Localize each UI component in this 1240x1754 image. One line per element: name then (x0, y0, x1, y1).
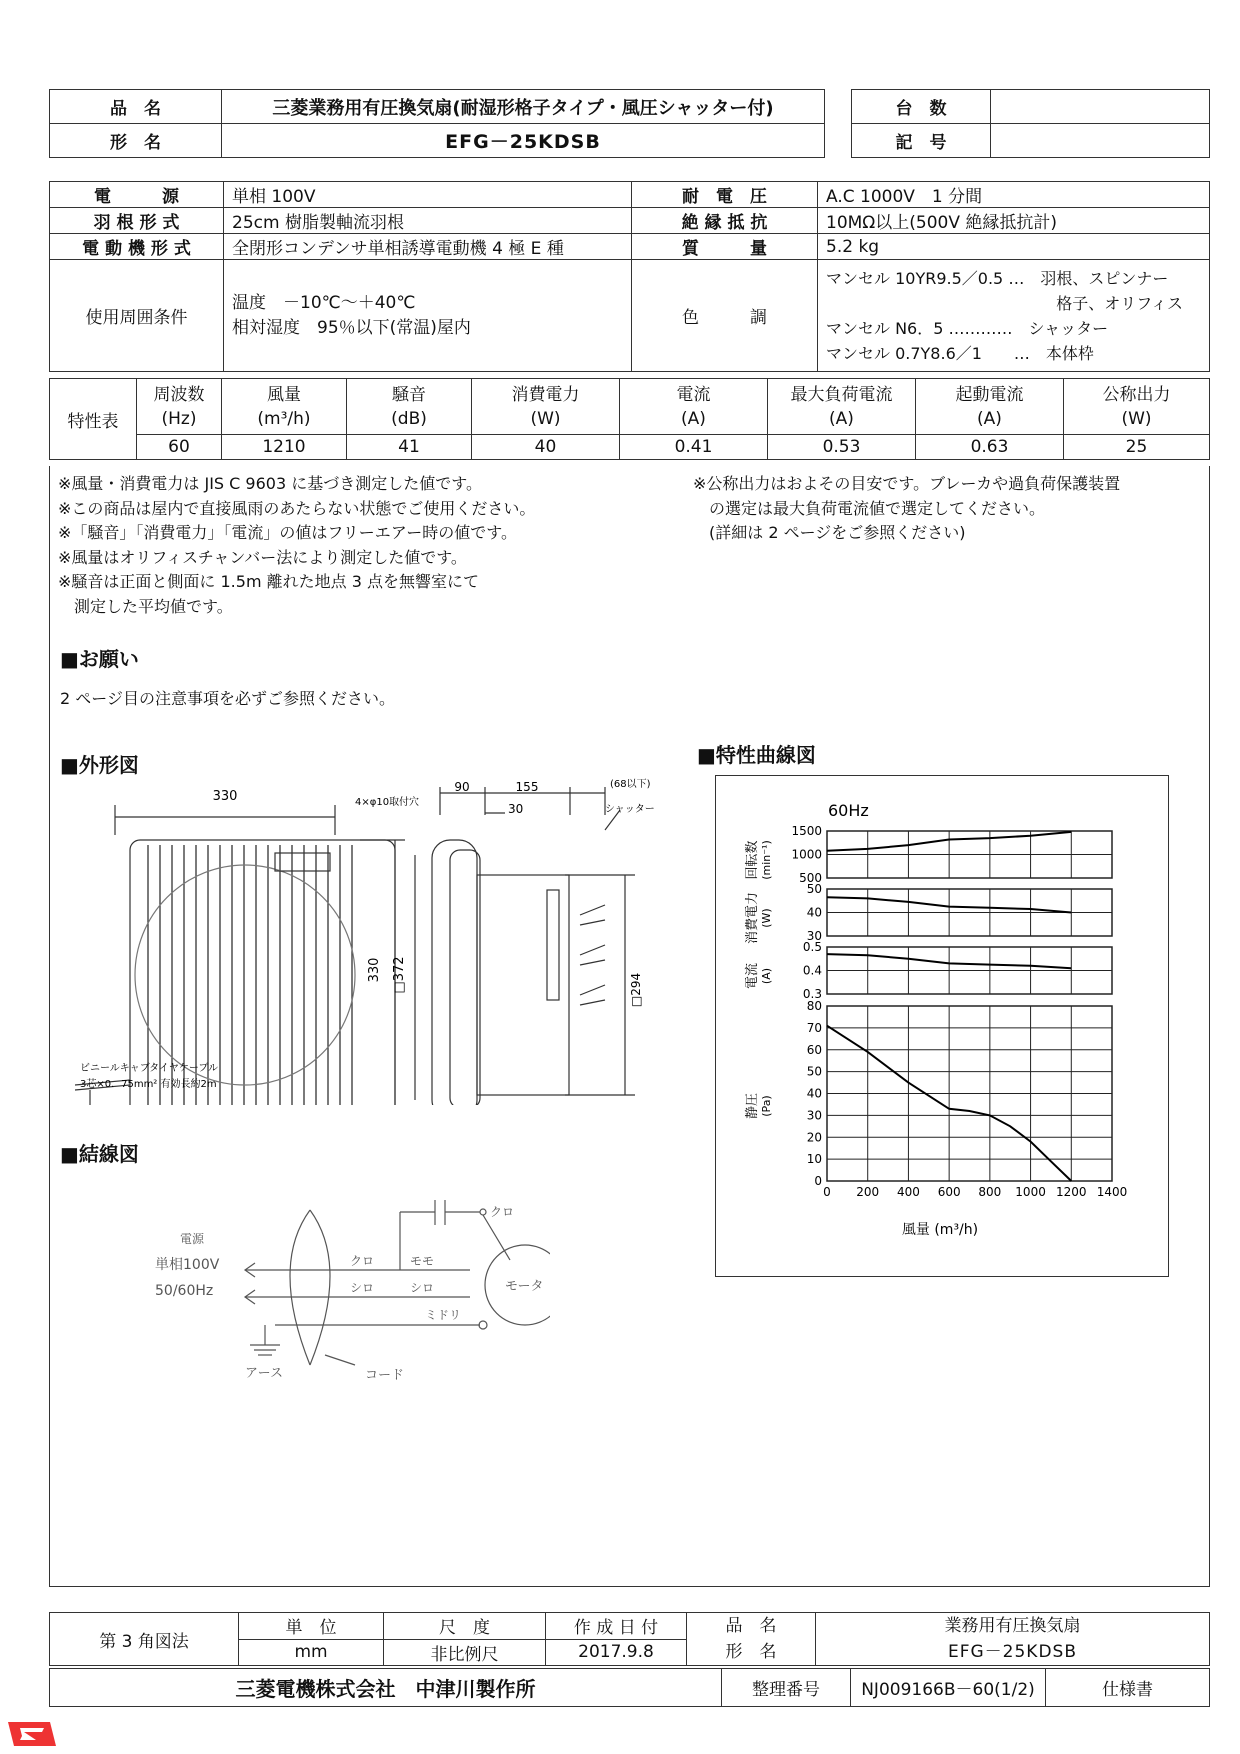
notes-right (693, 472, 1208, 546)
cable-label-2: 3芯×0．75mm² 有効長約2m (80, 1079, 217, 1090)
x-tick-label: 1200 (1056, 1185, 1087, 1199)
curve-heading: ■特性曲線図 (697, 743, 816, 767)
color-line-2: 格子、オリフィス (1056, 293, 1183, 313)
header-table (49, 89, 825, 158)
motor-wire-2: シロ (410, 1281, 435, 1295)
shutter-label: シャッター (605, 804, 655, 815)
value-power: 40 (472, 435, 620, 460)
date-value: 2017.9.8 (546, 1639, 687, 1666)
x-tick-label: 200 (856, 1185, 880, 1199)
col-name: 公称出力 (1102, 384, 1171, 405)
rpm-unit: (min⁻¹) (760, 840, 773, 880)
col-name: 最大負荷電流 (790, 384, 893, 405)
dim-155: 155 (515, 780, 539, 794)
y-tick-label: 0 (814, 1174, 822, 1188)
env-line-1: 温度 －10℃～＋40℃ (232, 292, 416, 313)
power-frequency: 50/60Hz (155, 1283, 214, 1299)
product-name-label: 品 名 (50, 90, 222, 124)
y-tick-label: 20 (806, 1130, 822, 1145)
y-tick-label: 50 (806, 1064, 822, 1079)
pressure-axis-label: 静圧 (745, 1092, 760, 1120)
env-label: 使用周囲条件 (50, 260, 224, 372)
brand-mark-icon (6, 1718, 58, 1750)
x-axis-label: 風量 (m³/h) (901, 1222, 979, 1238)
y-tick-label: 0.4 (802, 963, 822, 978)
date-label: 作 成 日 付 (546, 1613, 687, 1640)
footer-name-label: 品 名 (725, 1616, 777, 1636)
note-line: ※公称出力はおよその目安です。ブレーカや過負荷保護装置 (693, 474, 1121, 493)
col-unit: (W) (530, 408, 561, 429)
power-voltage: 単相100V (155, 1257, 220, 1273)
withstand-value: A.C 1000V 1 分間 (818, 182, 1210, 208)
model-label: 形 名 (50, 124, 222, 158)
col-unit: (A) (977, 408, 1002, 429)
value-airflow: 1210 (222, 435, 347, 460)
projection: 第 3 角図法 (50, 1613, 239, 1666)
color-label: 色 調 (632, 260, 818, 372)
earth-label: アース (245, 1366, 283, 1381)
doc-type: 仕様書 (1046, 1669, 1210, 1707)
cord-label: コード (365, 1368, 405, 1383)
col-unit: (A) (681, 408, 706, 429)
mass-value: 5.2 kg (818, 234, 1210, 260)
number-label: 整理番号 (722, 1669, 851, 1707)
note-line: ※騒音は正面と側面に 1.5m 離れた地点 3 点を無響室にて (58, 572, 479, 591)
x-tick-label: 600 (937, 1185, 961, 1199)
mark-value (991, 124, 1210, 158)
dim-372: □372 (392, 956, 407, 994)
quantity-label: 台 数 (852, 90, 991, 124)
motor-label: モータ (505, 1279, 544, 1294)
col-name: 風量 (267, 384, 301, 405)
col-unit: (A) (829, 408, 854, 429)
value-start-current: 0.63 (916, 435, 1064, 460)
withstand-label: 耐 電 圧 (632, 182, 818, 208)
notes-left (58, 472, 698, 619)
motor-value: 全閉形コンデンサ単相誘導電動機 4 極 E 種 (224, 234, 632, 260)
y-tick-label: 1000 (791, 847, 822, 862)
env-line-2: 相対湿度 95％以下(常温)屋内 (232, 317, 471, 338)
company: 三菱電機株式会社 中津川製作所 (50, 1669, 722, 1707)
blade-value: 25cm 樹脂製軸流羽根 (224, 208, 632, 234)
y-tick-label: 10 (806, 1152, 822, 1167)
col-unit: (W) (1121, 408, 1152, 429)
quantity-value (991, 90, 1210, 124)
wiring-diagram (150, 1185, 550, 1395)
insulation-value: 10MΩ以上(500V 絶縁抵抗計) (818, 208, 1210, 234)
y-tick-label: 80 (806, 999, 822, 1013)
mark-label: 記 号 (852, 124, 991, 158)
characteristic-chart (716, 776, 1166, 1274)
request-heading: ■お願い (60, 647, 139, 671)
value-frequency: 60 (137, 435, 222, 460)
x-tick-label: 800 (978, 1185, 1002, 1199)
hole-note: 4×φ10取付穴 (355, 797, 420, 808)
color-line-1: マンセル 10YR9.5／0.5 … 羽根、スピンナー (826, 268, 1169, 288)
unit-label: 単 位 (239, 1613, 384, 1640)
side-view (432, 787, 635, 1105)
wire-black: クロ (350, 1254, 375, 1268)
footer-table (49, 1612, 1210, 1666)
value-output: 25 (1064, 435, 1210, 460)
power-axis-unit: (W) (760, 908, 773, 928)
model: EFG－25KDSB (222, 124, 825, 158)
dim-90: 90 (454, 780, 470, 794)
col-name: 騒音 (392, 384, 426, 405)
note-line: 測定した平均値です。 (58, 596, 233, 616)
color-line-3: マンセル N6．5 ………… シャッター (826, 318, 1109, 338)
footer-name: 業務用有圧換気扇 (944, 1616, 1081, 1636)
characteristics-table (49, 378, 1210, 460)
dim-330: 330 (212, 789, 238, 804)
y-tick-label: 40 (806, 905, 822, 920)
col-unit: (Hz) (161, 408, 197, 429)
value-max-current: 0.53 (768, 435, 916, 460)
value-current: 0.41 (620, 435, 768, 460)
note-line: ※「騒音」「消費電力」「電流」の値はフリーエアー時の値です。 (58, 523, 518, 542)
col-name: 消費電力 (511, 384, 580, 405)
motor-wire-1: モモ (410, 1254, 435, 1268)
footer-company-table (49, 1668, 1210, 1707)
blade-label: 羽 根 形 式 (50, 208, 224, 234)
footer-model-label: 形 名 (725, 1642, 777, 1662)
header-right-table (851, 89, 1210, 158)
current-axis-unit: (A) (760, 967, 773, 985)
power-label: 電 源 (50, 182, 224, 208)
col-name: 起動電流 (955, 384, 1024, 405)
col-name: 電流 (676, 384, 711, 405)
power-label: 電源 (180, 1232, 205, 1246)
x-tick-label: 400 (896, 1185, 920, 1199)
power-axis-label: 消費電力 (745, 891, 760, 945)
col-unit: (m³/h) (257, 408, 311, 429)
note-line: の選定は最大負荷電流値で選定してください。 (693, 498, 1046, 518)
y-tick-label: 1500 (791, 824, 822, 838)
front-view (75, 805, 415, 1105)
dim-330-vertical: 330 (367, 957, 382, 983)
footer-model: EFG－25KDSB (947, 1642, 1078, 1662)
unit-value: mm (239, 1639, 384, 1666)
cable-label-1: ビニールキャブタイヤケーブル (80, 1063, 218, 1074)
current-axis-label: 電流 (745, 962, 760, 990)
product-name: 三菱業務用有圧換気扇(耐湿形格子タイプ・風圧シャッター付) (222, 90, 825, 124)
request-text: 2 ページ目の注意事項を必ずご参照ください。 (60, 689, 395, 708)
outline-drawing (60, 775, 700, 1105)
scale-value: 非比例尺 (384, 1639, 546, 1666)
insulation-label: 絶 縁 抵 抗 (632, 208, 818, 234)
spec-table (49, 181, 1210, 372)
x-tick-label: 1400 (1096, 1185, 1128, 1199)
pressure-axis-unit: (Pa) (760, 1095, 773, 1117)
power-value: 単相 100V (224, 182, 632, 208)
chart-frequency: 60Hz (828, 801, 869, 820)
green-wire: ミドリ (425, 1308, 462, 1322)
outline-heading: ■外形図 (60, 753, 139, 777)
col-name: 周波数 (153, 384, 205, 405)
characteristics-label: 特性表 (50, 379, 137, 460)
dim-30: 30 (508, 802, 524, 816)
y-tick-label: 30 (806, 929, 822, 943)
y-tick-label: 60 (806, 1042, 822, 1057)
note-line: (詳細は 2 ページをご参照ください) (693, 523, 966, 542)
value-noise: 41 (347, 435, 472, 460)
scale-label: 尺 度 (384, 1613, 546, 1640)
y-tick-label: 70 (806, 1020, 822, 1035)
wiring-heading: ■結線図 (60, 1142, 139, 1166)
note-line: ※風量・消費電力は JIS C 9603 に基づき測定した値です。 (58, 474, 482, 493)
col-unit: (dB) (391, 408, 427, 429)
y-tick-label: 500 (799, 871, 822, 885)
dim-68: (68以下) (610, 779, 651, 790)
capacitor-wire: クロ (490, 1205, 515, 1219)
mass-label: 質 量 (632, 234, 818, 260)
y-tick-label: 40 (806, 1086, 822, 1101)
dim-294: □294 (629, 972, 643, 1008)
y-tick-label: 0.5 (802, 940, 822, 954)
y-tick-label: 50 (806, 882, 822, 896)
number-value: NJ009166B－60(1/2) (851, 1669, 1046, 1707)
y-tick-label: 0.3 (802, 987, 822, 1001)
y-tick-label: 30 (806, 1108, 822, 1123)
color-line-4: マンセル 0.7Y8.6／1 … 本体枠 (826, 343, 1094, 363)
motor-label: 電 動 機 形 式 (50, 234, 224, 260)
wire-white: シロ (350, 1281, 375, 1295)
rpm-label: 回転数 (745, 840, 760, 880)
x-tick-label: 1000 (1015, 1185, 1046, 1199)
note-line: ※この商品は屋内で直接風雨のあたらない状態でご使用ください。 (58, 498, 536, 518)
x-tick-label: 0 (823, 1185, 831, 1199)
note-line: ※風量はオリフィスチャンバー法により測定した値です。 (58, 547, 467, 567)
